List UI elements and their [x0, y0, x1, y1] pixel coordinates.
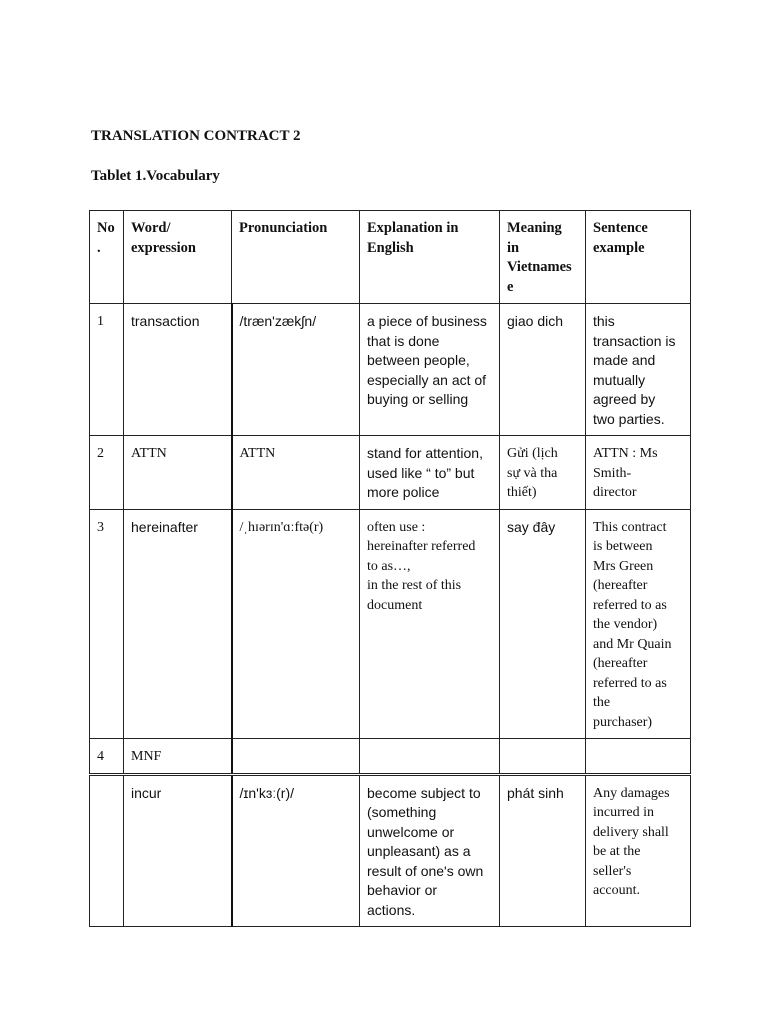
word-cell: MNF	[124, 739, 232, 775]
header-word: Word/ expression	[124, 211, 232, 304]
explanation-cell: often use : hereinafter referred to as…, in the rest of this document	[360, 509, 500, 739]
table-row	[90, 774, 691, 927]
table-header-row	[90, 211, 691, 304]
row-number: 3	[90, 509, 124, 739]
pronunciation-cell: /træn'zækʃn/	[232, 304, 360, 436]
example-cell: This contract is between Mrs Green (hereafter referred to as the vendor) and Mr Quain (hereafter referred to as the purchaser)	[586, 509, 691, 739]
meaning-cell: Gửi (lịch sự và tha thiết)	[500, 436, 586, 510]
table-row	[90, 509, 691, 739]
document-title: TRANSLATION CONTRACT 2	[91, 128, 301, 144]
meaning-cell: say đây	[500, 509, 586, 739]
table-row	[90, 304, 691, 436]
word-cell: transaction	[124, 304, 232, 436]
header-meaning: Meaning in Vietnames e	[500, 211, 586, 304]
pronunciation-cell: /ɪn'kɜː(r)/	[232, 774, 360, 927]
meaning-cell	[500, 739, 586, 775]
example-cell	[586, 739, 691, 775]
example-cell: this transaction is made and mutually agreed by two parties.	[586, 304, 691, 436]
row-number: 4	[90, 739, 124, 775]
table-row	[90, 739, 691, 775]
table-row	[90, 436, 691, 510]
meaning-cell: giao dich	[500, 304, 586, 436]
explanation-cell: a piece of business that is done between people, especially an act of buying or selling	[360, 304, 500, 436]
row-number: 1	[90, 304, 124, 436]
pronunciation-cell: /ˌhɪərɪn'ɑːftə(r)	[232, 509, 360, 739]
word-cell: ATTN	[124, 436, 232, 510]
header-explanation: Explanation in English	[360, 211, 500, 304]
row-number	[90, 774, 124, 927]
word-cell: hereinafter	[124, 509, 232, 739]
header-example: Sentence example	[586, 211, 691, 304]
vocabulary-table	[89, 210, 691, 927]
explanation-cell: become subject to (something unwelcome or unpleasant) as a result of one's own behavior or actions.	[360, 774, 500, 927]
header-pronunciation: Pronunciation	[232, 211, 360, 304]
word-cell: incur	[124, 774, 232, 927]
row-number: 2	[90, 436, 124, 510]
example-cell: Any damages incurred in delivery shall be at the seller's account.	[586, 774, 691, 927]
table-caption: Tablet 1.Vocabulary	[91, 168, 220, 184]
explanation-cell: stand for attention, used like “ to” but more police	[360, 436, 500, 510]
meaning-cell: phát sinh	[500, 774, 586, 927]
explanation-cell	[360, 739, 500, 775]
pronunciation-cell: ATTN	[232, 436, 360, 510]
header-no: No .	[90, 211, 124, 304]
pronunciation-cell	[232, 739, 360, 775]
example-cell: ATTN : Ms Smith- director	[586, 436, 691, 510]
